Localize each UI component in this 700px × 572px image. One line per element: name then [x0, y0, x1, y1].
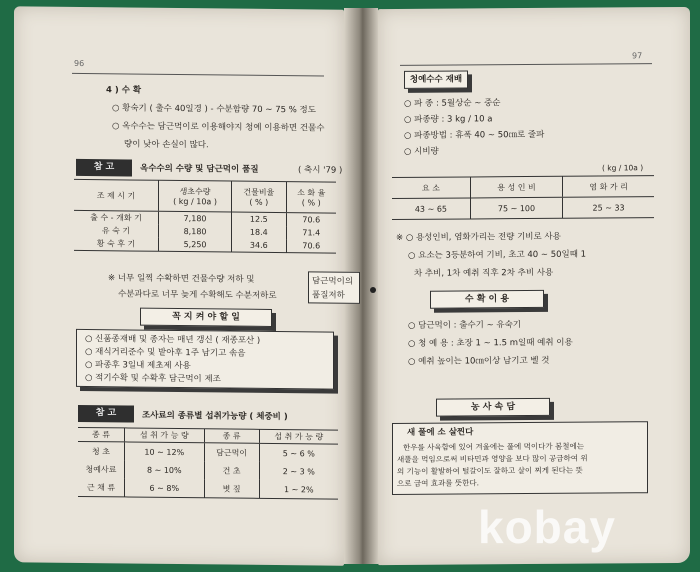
must-do-box: [76, 329, 334, 390]
table-cell: 5,250: [159, 238, 232, 252]
table-row: [78, 478, 338, 499]
page-number-right: 97: [632, 51, 643, 61]
table-cell: 청예사료: [85, 464, 117, 474]
table-cell: 18.4: [232, 226, 286, 240]
column-header: 생초수량 ( kg / 10a ): [159, 180, 232, 212]
intake-table: [78, 427, 338, 500]
column-header: 건물비율 ( % ): [232, 181, 286, 213]
note-line: ※ ○ 용성인비, 염화가리는 전량 기비로 사용: [396, 231, 561, 243]
text-line: 량이 낮아 손실이 많다.: [124, 139, 209, 151]
table-cell: 71.4: [286, 226, 336, 240]
reference-tag: 참 고: [78, 405, 134, 423]
table-cell: 담근먹이: [204, 443, 259, 462]
column-header: 섭 취 가 능 량: [259, 429, 338, 444]
table-cell: 25 ~ 33: [563, 197, 654, 219]
table-header-row: [74, 179, 336, 213]
table-cell: 43 ~ 65: [414, 204, 447, 214]
list-item: ○ 예취 높이는 10㎝이상 남기고 벨 것: [408, 355, 550, 367]
table-cell: 10 ~ 12%: [125, 442, 205, 461]
yield-quality-table: [74, 179, 336, 254]
table-cell: 5 ~ 6 %: [259, 443, 338, 462]
note-line: 수분과다로 너무 늦게 수확해도 수분저하로: [118, 289, 277, 302]
unit-label: ( kg / 10a ): [602, 163, 644, 173]
table-title: 조사료의 종류별 섭취가능량 ( 체중비 ): [142, 410, 288, 423]
column-header: 용 성 인 비: [470, 176, 562, 198]
list-item: ○ 파종량 : 3 kg / 10 a: [404, 114, 493, 125]
column-header: 염 화 가 리: [563, 176, 654, 198]
left-page: [14, 6, 354, 565]
header-rule-left: [72, 73, 324, 77]
callout-text: 품질저하: [312, 290, 345, 301]
table-cell: 8,180: [159, 225, 232, 239]
table-cell: 7,180: [159, 211, 232, 225]
proverb-box: [392, 421, 648, 495]
table-cell: 청 초: [92, 446, 110, 456]
page-number-left: 96: [74, 58, 85, 69]
column-header: 요 소: [392, 177, 470, 199]
column-header: 종 류: [204, 429, 259, 444]
table-cell: 6 ~ 8%: [125, 478, 205, 497]
table-cell: 출 수 - 개화 기: [90, 213, 142, 223]
section-heading: 4 ) 수 확: [106, 85, 142, 96]
table-cell: 8 ~ 10%: [125, 460, 205, 479]
table-cell: 12.5: [232, 212, 286, 226]
note-line: ※ 너무 일찍 수확하면 건물수량 저하 및: [108, 273, 255, 285]
list-item: ○ 시비량: [404, 146, 439, 157]
table-cell: 70.6: [286, 213, 336, 227]
text-line: ○ 황숙기 ( 출수 40일경 ) - 수분함량 70 ~ 75 % 정도: [112, 103, 316, 116]
table-cell: 볏 짚: [204, 479, 259, 498]
proverb-title: 농 사 속 담: [436, 398, 550, 417]
table-title: 옥수수의 수량 및 담근먹이 품질: [140, 163, 259, 175]
section-tag: 청예수수 재배: [404, 70, 468, 88]
list-item: ○ 담근먹이 : 출수기 ~ 유숙기: [408, 320, 522, 331]
list-item: ○ 적기수확 및 수확후 담근먹이 제조: [85, 373, 221, 385]
table-cell: 근 채 류: [86, 482, 116, 492]
column-header: 종 류: [78, 427, 125, 441]
proverb-subtitle: 새 풀에 소 살찐다: [407, 427, 474, 438]
table-cell: 황 숙 후 기: [96, 239, 136, 249]
table-cell: 34.6: [232, 239, 286, 253]
list-item: ○ 파종방법 : 휴폭 40 ~ 50㎝로 줄파: [404, 129, 545, 141]
right-page: [378, 7, 690, 565]
column-header: 소 화 율 ( % ): [286, 182, 336, 214]
text-line: ○ 옥수수는 담근먹이로 이용해야지 청예 이용하면 건물수: [112, 121, 325, 134]
list-item: ○ 신품종재배 및 종자는 매년 갱신 ( 재종포산 ): [85, 334, 261, 346]
table-cell: 2 ~ 3 %: [259, 462, 338, 481]
fertilizer-table: [392, 175, 654, 220]
binding-hole: [370, 287, 376, 293]
watermark-logo: kobay: [478, 501, 616, 553]
table-cell: 건 초: [204, 461, 259, 480]
table-row: [74, 237, 336, 253]
text-line: 한우를 사육함에 있어 겨울에는 풀에 먹이다가 봄철에는: [403, 441, 584, 452]
column-header: 조 제 시 기: [74, 179, 159, 211]
harvest-title: 수 확 이 용: [430, 290, 544, 309]
table-cell: 1 ~ 2%: [259, 480, 338, 499]
note-line: 차 추비, 1차 예취 직후 2차 추비 사용: [414, 267, 554, 279]
column-header: 섭 취 가 능 량: [125, 428, 205, 443]
text-line: 으로 급여 효과를 뜻한다.: [397, 478, 479, 488]
table-row: [392, 197, 654, 220]
table-cell: 70.6: [286, 239, 336, 253]
list-item: ○ 청 예 용 : 초장 1 ~ 1.5 m일때 예취 이용: [408, 337, 573, 349]
header-rule-right: [400, 63, 652, 66]
table-cell: 75 ~ 100: [470, 197, 562, 219]
must-do-title: 꼭 지 켜 야 할 일: [140, 308, 272, 327]
table-header-row: [392, 176, 654, 199]
note-callout: [308, 271, 360, 304]
list-item: ○ 파종후 3일내 제초제 사용: [85, 360, 191, 372]
reference-tag: 참 고: [76, 159, 132, 177]
list-item: ○ 파 종 : 5월상순 ~ 중순: [404, 98, 501, 109]
table-cell: 유 숙 기: [101, 226, 131, 236]
callout-text: 담근먹이의: [312, 276, 354, 287]
table-source: ( 축시 '79 ): [298, 165, 343, 176]
text-line: 새풀을 먹임으로써 비타민과 영양을 보다 많이 공급하여 위: [397, 453, 588, 464]
text-line: 의 기능이 활발하여 털갈이도 잘하고 살이 찌게 된다는 뜻: [397, 465, 583, 476]
note-line: ○ 요소는 3등분하여 기비, 초고 40 ~ 50일때 1: [408, 249, 587, 261]
open-book: [14, 8, 690, 564]
list-item: ○ 재식거리준수 및 밭아후 1주 남기고 솎음: [85, 347, 246, 359]
